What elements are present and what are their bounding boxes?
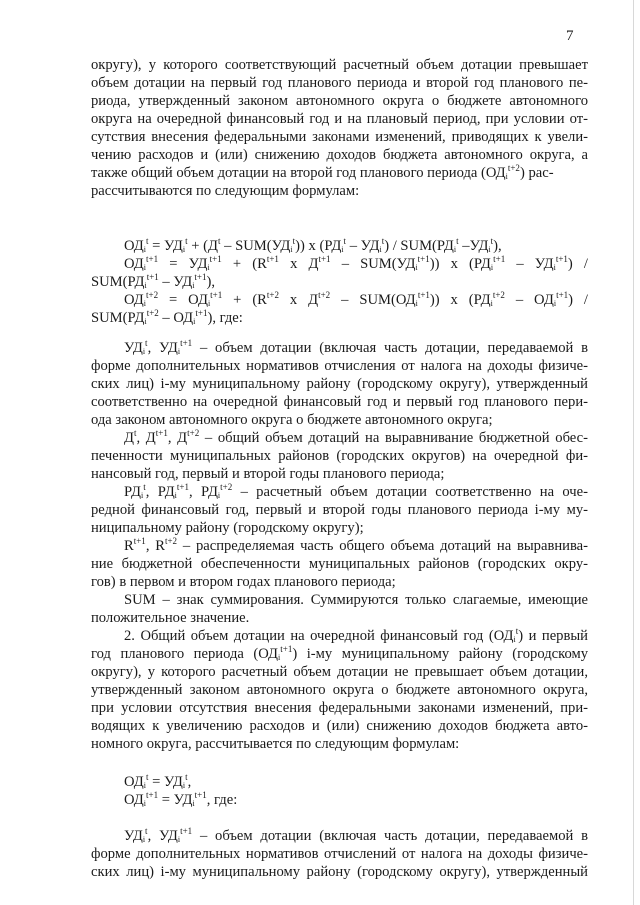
text-line: рассчитываются по следующим формулам: [91,183,360,199]
formula: $SUM(РД_i^{t+1} - УД_i^{t+1})$, [91,272,216,290]
definition-line: ние бюджетной обеспеченности муниципальных районов (городских окру- [91,556,588,572]
definition-line: $РД_i^t$, $РД_i^{t+1}$, $РД_i^{t+2}$ – расчетный объем дотации соответственно на оче- [124,482,588,500]
definition-line: печенности муниципальных районов (городских округов) на очередной фи- [91,448,588,464]
text-line: округа на очередной финансовый год и на плановый период, при условии от- [91,111,588,127]
formula: $ОД_i^t = УД_i^t$, [124,772,192,790]
text-line: водящих к увеличению расходов и (или) снижению доходов бюджета авто- [91,718,588,734]
text-line: утвержденный законом автономного округа о бюджете автономного округа, [91,682,588,698]
formula: $ОД_i^{t+2} = ОД_i^{t+1} + (R^{t+2}$ x $Д^{t+2} - SUM(ОД_i^{t+1})$) x $(РД_i^{t+2} - ОД_i^{t+1})$ / [124,290,588,308]
text-line: номного округа, рассчитывается по следующим формулам: [91,736,460,752]
formula: $SUM(РД_i^{t+2} - ОД_i^{t+1})$, где: [91,308,243,326]
text-line: округу), у которого соответствующий расчетный объем дотации превышает [91,57,588,73]
definition-line: $УД_i^t$, $УД_i^{t+1}$ – объем дотации (включая часть дотации, передаваемой в [124,338,589,356]
definition-line: ских лиц) i-му муниципальному району (городскому округу), утвержденный [91,376,588,392]
text-line: объем дотации на первый год планового периода и второй год планового пе- [91,75,588,91]
text-line: риода, утвержденный законом автономного округа о бюджете автономного [91,93,588,109]
definition-line: ода законом автономного округа о бюджете автономного округа; [91,412,493,428]
page-edge-line [633,0,634,905]
text-line: чению расходов и (или) снижению доходов бюджета автономного округа, а [91,147,588,163]
definition-line: SUM – знак суммирования. Суммируются только слагаемые, имеющие [124,592,588,608]
formula: $ОД_i^t = УД_i^t + (Д^t - SUM(УД_i^t))$ x $(РД_i^t - УД_i^t) / SUM(РД_i^t$ $-УД_i^t$), [124,236,502,254]
page-number: 7 [566,28,574,44]
text-line: сутствия внесения федеральными законами изменений, приводящих к увели- [91,129,588,145]
formula: $ОД_i^{t+1} = УД_i^{t+1} + (R^{t+1}$ x $Д^{t+1} - SUM(УД_i^{t+1})$) x $(РД_i^{t+1} - УД_i^{t+1})$ / [124,254,588,272]
definition-line: ниципальному району (городскому округу); [91,520,364,536]
text-line: при условии отсутствия внесения федеральными законами изменений, при- [91,700,588,716]
definition-line: ских лиц) i-му муниципальному району (городскому округу), утвержденный [91,864,588,880]
text-line: 2. Общий объем дотации на очередной финансовый год $(ОД_i^t)$ и первый [124,626,588,644]
formula: $ОД_i^{t+1} = УД_i^{t+1}$, где: [124,790,238,808]
definition-line: $R^{t+1}$, $R^{t+2}$ – распределяемая часть общего объема дотаций на выравнива- [124,536,588,554]
definition-line: положительное значение. [91,610,250,626]
definition-line: форме дополнительных нормативов отчисления от налога на доходы физиче- [91,358,588,374]
definition-line: форме дополнительных нормативов отчислений от налога на доходы физиче- [91,846,588,862]
text-line: округу), у которого расчетный объем дотации не превышает объем дотации, [91,664,588,680]
text-fragment: также общий объем дотации на второй год планового периода (ОД [91,165,506,181]
definition-line: соответственно на очередной финансовый год и первый год планового пери- [91,394,588,410]
definition-line: гов) в первом и втором годах планового периода; [91,574,396,590]
definition-line: нансовый год, первый и второй годы планового периода; [91,466,445,482]
definition-line: редной финансовый год, первый и второй годы планового периода i-му му- [91,502,588,518]
text-line: также общий объем дотации на второй год планового периода $(ОД_i^{t+2})$ рас- [91,163,554,181]
definition-line: $Д^t$, $Д^{t+1}$, $Д^{t+2}$ – общий объем дотаций на выравнивание бюджетной обес- [124,428,588,446]
text-fragment: ) рас- [519,165,554,181]
definition-line: $УД_i^t$, $УД_i^{t+1}$ – объем дотации (включая часть дотации, передаваемой в [124,826,589,844]
text-line: год планового периода $(ОД_i^{t+1})$ i-му муниципальному району (городскому [91,644,588,662]
